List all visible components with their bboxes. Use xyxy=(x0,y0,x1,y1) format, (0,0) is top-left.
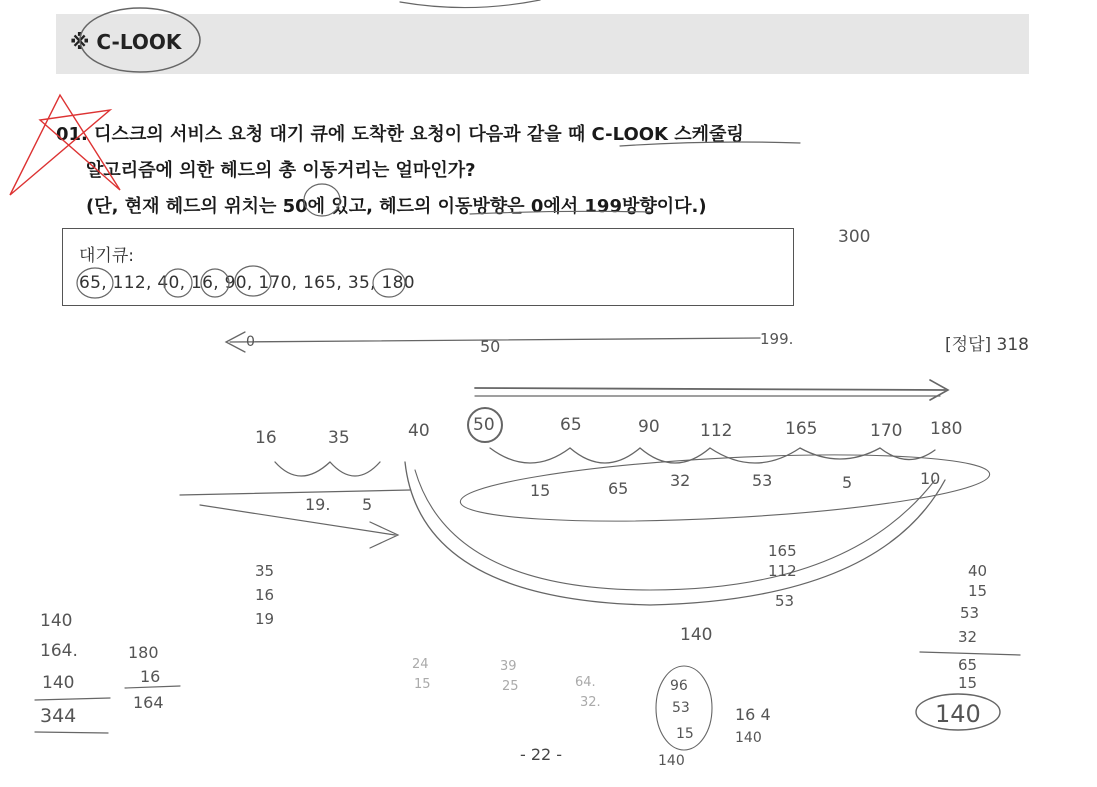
arrow-sketch-mark xyxy=(180,490,410,548)
question-line-2: 알고리즘에 의한 헤드의 총 이동거리는 얼마인가? xyxy=(86,160,476,181)
gap-label: 65 xyxy=(608,479,629,498)
pos-label: 65 xyxy=(560,415,582,435)
gap-label: 32 xyxy=(670,471,691,490)
circle-mark xyxy=(373,269,405,297)
sum-line xyxy=(125,686,180,688)
sum-line xyxy=(920,652,1020,655)
circle-mark xyxy=(235,266,271,296)
calc-5: 16 xyxy=(140,667,161,686)
calc-6: 96 xyxy=(670,678,688,694)
calc-4: 344 xyxy=(40,705,77,727)
gap-label: 19. xyxy=(305,495,331,514)
calc-3: 15 xyxy=(968,582,988,600)
underline-mark xyxy=(620,142,800,146)
gap-label: 10 xyxy=(920,469,941,488)
calc-5: 164 xyxy=(133,693,164,712)
calc-3-total: 140 xyxy=(935,700,981,728)
calc-7: 140 xyxy=(735,730,762,746)
pos-label: 90 xyxy=(638,417,660,437)
calc-1: 35 xyxy=(255,562,275,580)
calc-6: 140 xyxy=(658,753,685,769)
question-line-3: (단, 현재 헤드의 위치는 50에 있고, 헤드의 이동방향은 0에서 199방향이다.) xyxy=(86,196,707,217)
seek-path-mark xyxy=(275,462,380,476)
faint-calc: 15 xyxy=(414,677,431,692)
question-number: 01. xyxy=(56,124,88,145)
queue-values: 65, 112, 40, 16, 90, 170, 165, 35, 180 xyxy=(79,273,415,293)
answer-text: [정답] 318 xyxy=(945,335,1029,355)
faint-calc: 25 xyxy=(502,679,519,694)
calc-6: 15 xyxy=(676,726,694,742)
faint-calc: 32. xyxy=(580,695,601,710)
pos-label: 16 xyxy=(255,428,277,448)
calc-2: 53 xyxy=(775,592,795,610)
circle-mark xyxy=(164,269,192,297)
note-0: 0 xyxy=(246,334,255,350)
calc-6: 53 xyxy=(672,700,690,716)
pos-label: 180 xyxy=(930,419,963,439)
title-circle-mark xyxy=(80,8,200,72)
calc-3: 40 xyxy=(968,562,988,580)
circle-mark xyxy=(304,184,340,216)
calc-4: 164. xyxy=(40,641,78,661)
calc-3: 65 xyxy=(958,656,978,674)
top-arc-mark xyxy=(400,0,540,8)
pos-label: 170 xyxy=(870,421,903,441)
calc-4: 140 xyxy=(40,611,73,631)
faint-calc: 64. xyxy=(575,675,596,690)
question-text-1: 디스크의 서비스 요청 대기 큐에 도착한 요청이 다음과 같을 때 C-LOOK 스케줄링 xyxy=(94,124,744,145)
queue-label: 대기큐: xyxy=(79,246,134,266)
calc-2: 165 xyxy=(768,542,797,560)
pos-label: 40 xyxy=(408,421,430,441)
pos-label: 35 xyxy=(328,428,350,448)
direction-arrow xyxy=(475,388,945,390)
gap-label: 15 xyxy=(530,481,551,500)
faint-calc: 24 xyxy=(412,657,429,672)
red-star-mark xyxy=(10,95,120,195)
calc-7: 16 4 xyxy=(735,705,771,724)
note-300: 300 xyxy=(838,227,871,247)
pos-label: 165 xyxy=(785,419,818,439)
calc-5: 180 xyxy=(128,643,159,662)
underline-mark xyxy=(470,211,650,214)
gap-label: 53 xyxy=(752,471,773,490)
calc-3: 15 xyxy=(958,674,978,692)
circle-mark xyxy=(201,269,229,297)
gap-label: 5 xyxy=(362,495,373,514)
calc-1: 19 xyxy=(255,610,275,628)
page-number: - 22 - xyxy=(520,745,563,764)
calc-1: 16 xyxy=(255,586,275,604)
pos-label: 112 xyxy=(700,421,733,441)
circle-mark xyxy=(77,268,113,298)
note-140: 140 xyxy=(680,625,713,645)
calc-4: 140 xyxy=(42,673,75,693)
faint-calc: 39 xyxy=(500,659,517,674)
calc-3: 32 xyxy=(958,628,978,646)
note-199: 199. xyxy=(760,330,794,348)
gap-label: 5 xyxy=(842,473,853,492)
calc-3: 53 xyxy=(960,604,980,622)
pos-label: 50 xyxy=(473,415,495,435)
note-50: 50 xyxy=(480,337,501,356)
calc-2: 112 xyxy=(768,562,797,580)
section-title: ※ C-LOOK xyxy=(70,30,182,54)
